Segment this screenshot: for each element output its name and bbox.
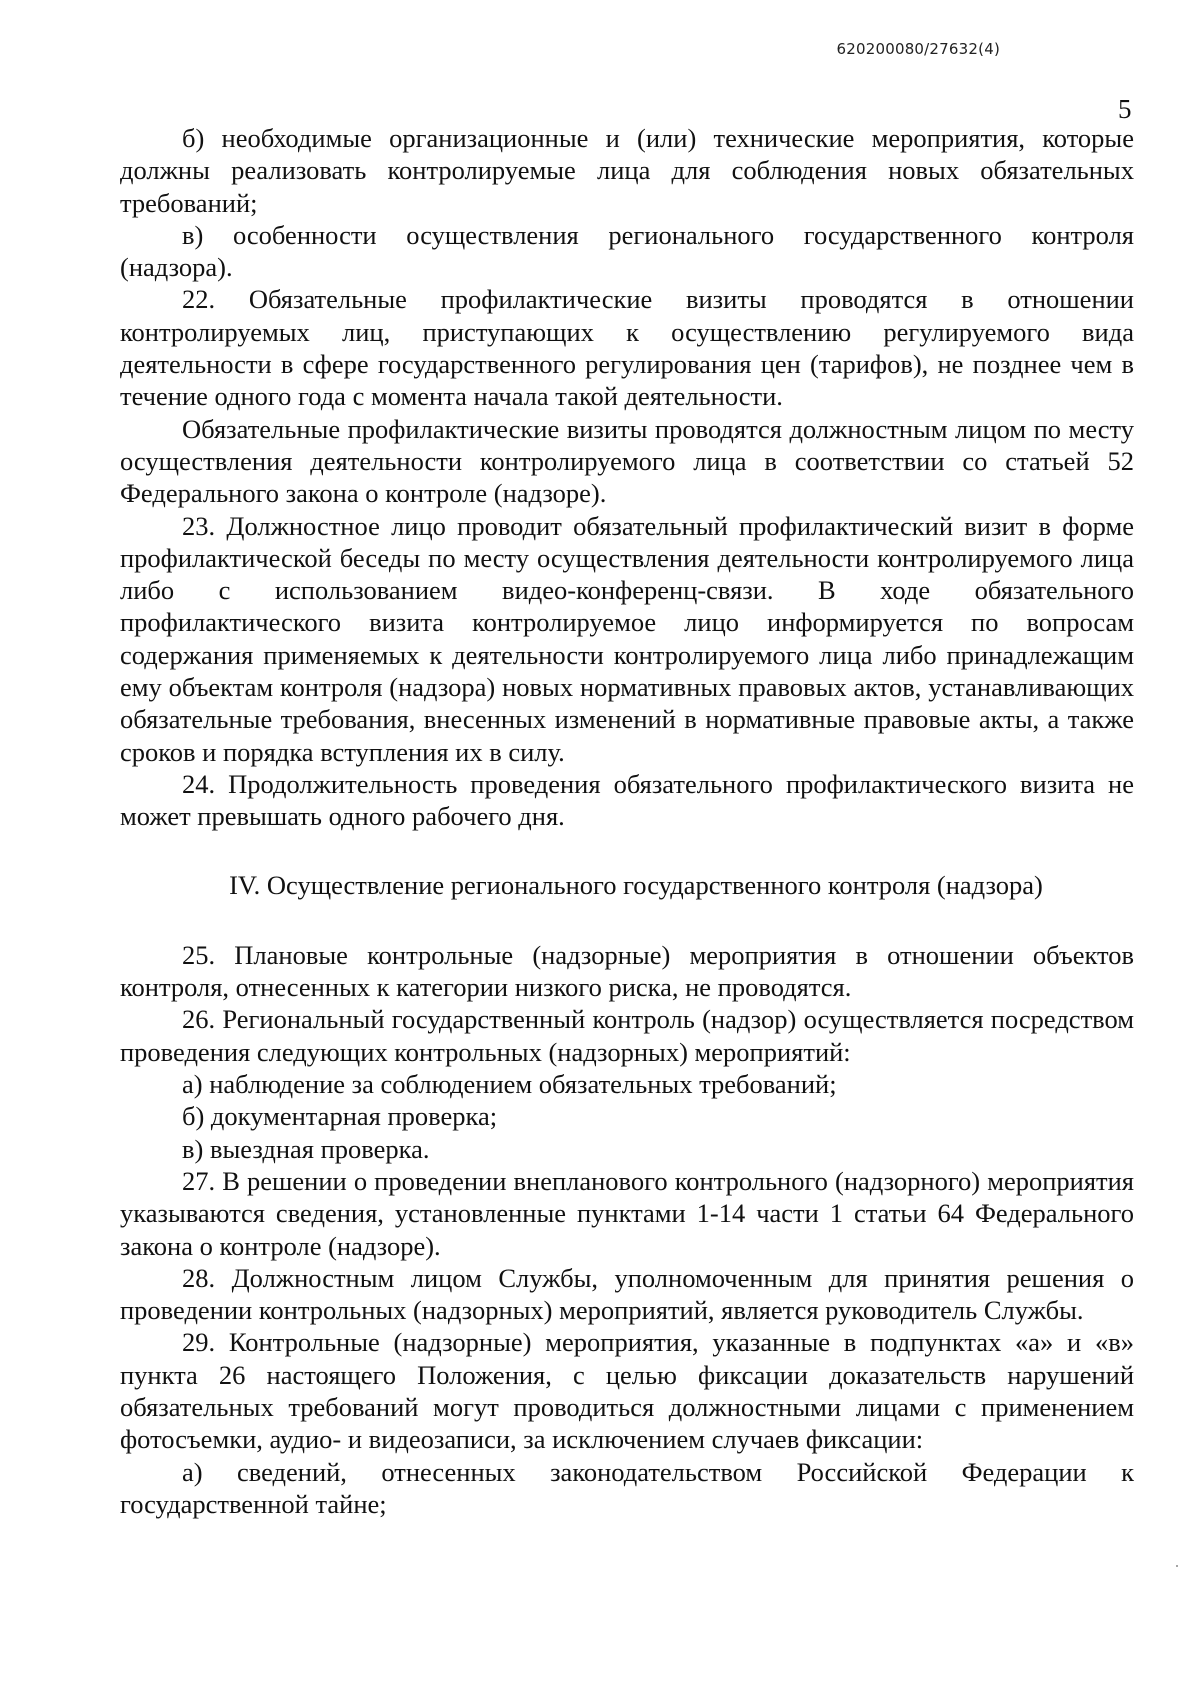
list-item: а) наблюдение за соблюдением обязательных требований; <box>182 1069 837 1100</box>
list-item: б) документарная проверка; <box>182 1101 498 1132</box>
paragraph: 25. Плановые контрольные (надзорные) мероприятия в отношении объектов контроля, отнесенных к категории низкого риска, не проводятся. <box>120 939 1134 1003</box>
paragraph: в) особенности осуществления регионального государственного контроля (надзора). <box>120 219 1134 283</box>
page-number: 5 <box>1118 94 1132 124</box>
paragraph: 28. Должностным лицом Службы, уполномоченным для принятия решения о проведении контрольных (надзорных) мероприятий, является руководитель Службы. <box>120 1262 1134 1326</box>
paragraph: 26. Региональный государственный контроль (надзор) осуществляется посредством проведения следующих контрольных (надзорных) мероприятий: <box>120 1004 1134 1067</box>
paragraph: 24. Продолжительность проведения обязательного профилактического визита не может превышать одного рабочего дня. <box>120 768 1134 832</box>
paragraph: б) необходимые организационные и (или) технические мероприятия, которые должны реализовать контролируемые лица для соблюдения новых обязательных требований; <box>120 123 1134 218</box>
paragraph: Обязательные профилактические визиты проводятся должностным лицом по месту осуществления деятельности контролируемого лица в соответствии со статьей 52 Федерального закона о контроле (надзоре). <box>120 413 1134 509</box>
document-body <box>120 122 1134 1520</box>
paragraph: 23. Должностное лицо проводит обязательный профилактический визит в форме профилактической беседы по месту осуществления деятельности контролируемого лица либо с использованием видео-конференц-связи. В ходе обязательного профилактического визита контролируемое лицо информируется по вопросам содержания применяемых к деятельности контролируемого лица либо принадлежащим ему объектам контроля (надзора) новых нормативных правовых актов, устанавливающих обязательные требования, внесенных изменений в нормативные правовые акты, а также сроков и порядка вступления их в силу. <box>120 510 1134 767</box>
list-item: в) выездная проверка. <box>182 1133 430 1164</box>
paragraph: 29. Контрольные (надзорные) мероприятия, указанные в подпунктах «а» и «в» пункта 26 настоящего Положения, с целью фиксации доказательств нарушений обязательных требований могут проводиться должностными лицами с применением фотосъемки, аудио- и видеозаписи, за исключением случаев фиксации: <box>120 1327 1134 1455</box>
document-id: 620200080/27632(4) <box>836 40 1000 58</box>
scan-speck <box>1176 1565 1178 1567</box>
paragraph: 27. В решении о проведении внепланового контрольного (надзорного) мероприятия указываются сведения, установленные пунктами 1-14 части 1 статьи 64 Федерального закона о контроле (надзоре). <box>120 1165 1134 1261</box>
section-heading: IV. Осуществление регионального государственного контроля (надзора) <box>229 869 1043 900</box>
list-item: а) сведений, отнесенных законодательством Российской Федерации к государственной тайне; <box>120 1456 1134 1519</box>
paragraph: 22. Обязательные профилактические визиты проводятся в отношении контролируемых лиц, приступающих к осуществлению регулируемого вида деятельности в сфере государственного регулирования цен (тарифов), не позднее чем в течение одного года с момента начала такой деятельности. <box>120 284 1134 412</box>
